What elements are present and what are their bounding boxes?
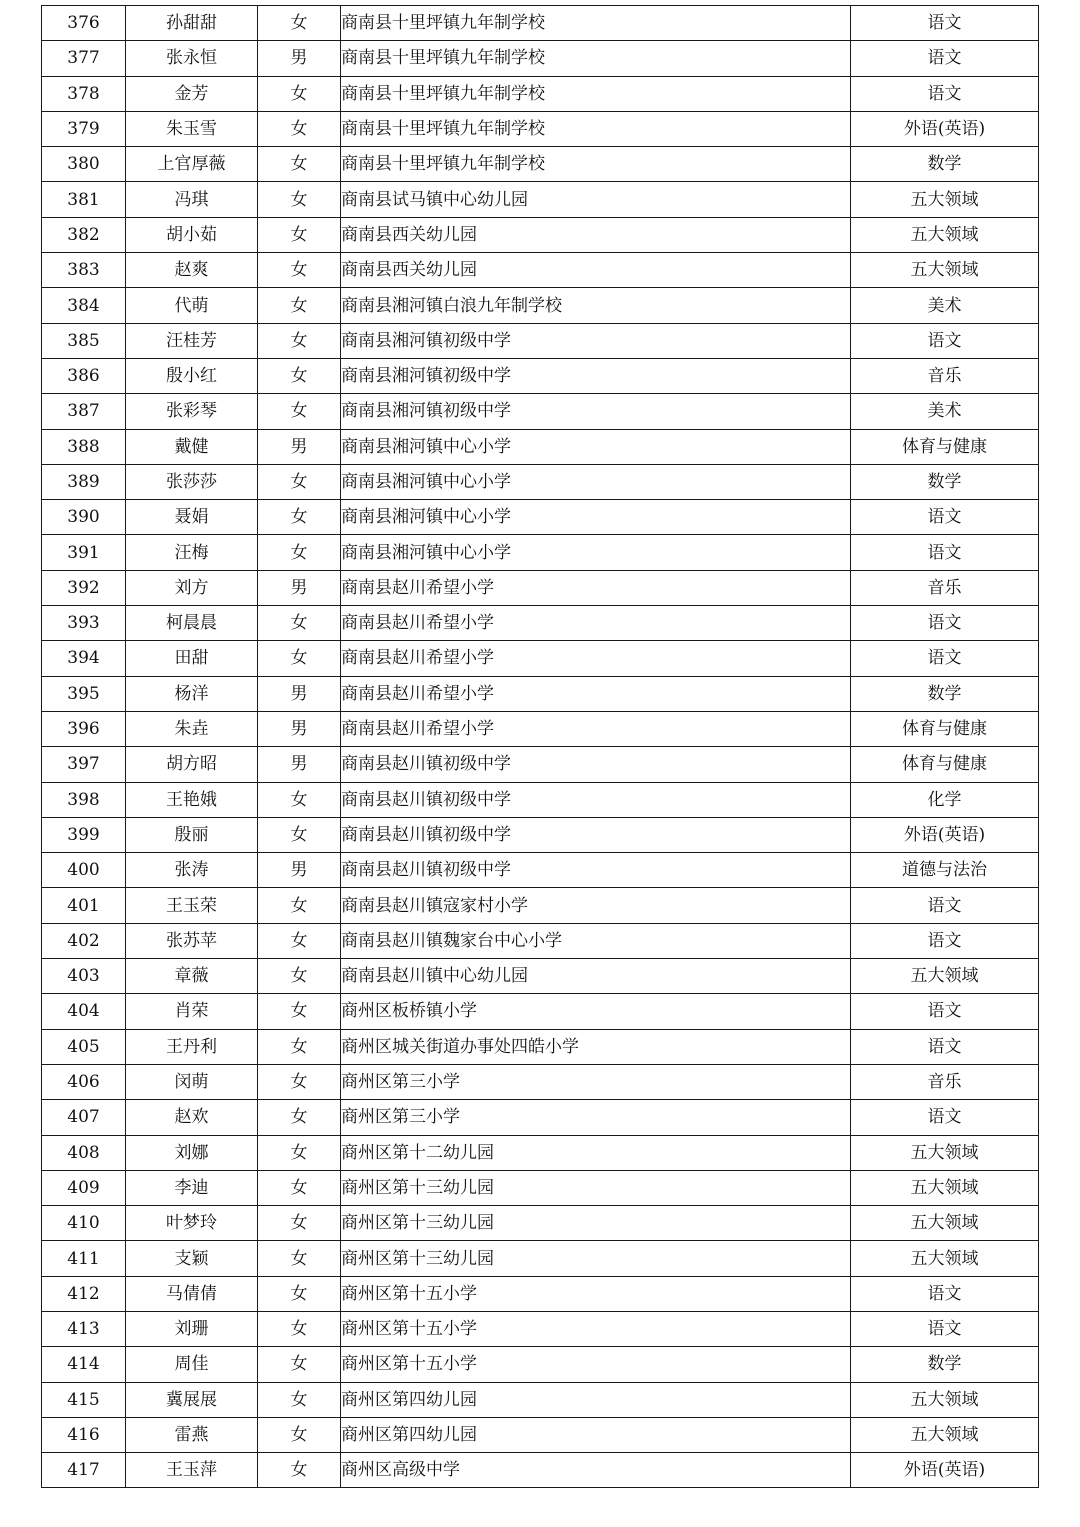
row-number-cell: 378 (42, 76, 126, 111)
row-number-cell: 392 (42, 570, 126, 605)
row-number-cell: 407 (42, 1100, 126, 1135)
school-cell: 商南县十里坪镇九年制学校 (341, 6, 851, 41)
school-cell: 商州区第十三幼儿园 (341, 1206, 851, 1241)
name-cell: 肖荣 (126, 994, 258, 1029)
school-cell: 商南县赵川希望小学 (341, 711, 851, 746)
row-number-cell: 382 (42, 217, 126, 252)
subject-cell: 语文 (851, 1100, 1039, 1135)
table-row (42, 358, 1039, 393)
subject-cell: 五大领域 (851, 959, 1039, 994)
subject-cell: 数学 (851, 464, 1039, 499)
name-cell: 张涛 (126, 853, 258, 888)
table-row (42, 76, 1039, 111)
name-cell: 朱玉雪 (126, 111, 258, 146)
school-cell: 商南县赵川镇初级中学 (341, 782, 851, 817)
school-cell: 商南县赵川镇中心幼儿园 (341, 959, 851, 994)
gender-cell: 女 (258, 1453, 341, 1488)
gender-cell: 女 (258, 641, 341, 676)
row-number-cell: 414 (42, 1347, 126, 1382)
gender-cell: 女 (258, 147, 341, 182)
subject-cell: 体育与健康 (851, 429, 1039, 464)
school-cell: 商州区第三小学 (341, 1064, 851, 1099)
gender-cell: 女 (258, 959, 341, 994)
school-cell: 商南县十里坪镇九年制学校 (341, 111, 851, 146)
school-cell: 商州区城关街道办事处四皓小学 (341, 1029, 851, 1064)
roster-table (41, 5, 1039, 1488)
subject-cell: 化学 (851, 782, 1039, 817)
row-number-cell: 383 (42, 253, 126, 288)
row-number-cell: 413 (42, 1311, 126, 1346)
gender-cell: 女 (258, 1311, 341, 1346)
school-cell: 商州区第三小学 (341, 1100, 851, 1135)
subject-cell: 语文 (851, 923, 1039, 958)
gender-cell: 女 (258, 358, 341, 393)
name-cell: 金芳 (126, 76, 258, 111)
school-cell: 商南县十里坪镇九年制学校 (341, 147, 851, 182)
school-cell: 商南县湘河镇中心小学 (341, 429, 851, 464)
subject-cell: 数学 (851, 147, 1039, 182)
school-cell: 商南县赵川希望小学 (341, 676, 851, 711)
name-cell: 王艳娥 (126, 782, 258, 817)
name-cell: 朱垚 (126, 711, 258, 746)
subject-cell: 五大领域 (851, 217, 1039, 252)
school-cell: 商南县赵川镇初级中学 (341, 853, 851, 888)
table-row (42, 147, 1039, 182)
subject-cell: 语文 (851, 1029, 1039, 1064)
gender-cell: 女 (258, 817, 341, 852)
gender-cell: 女 (258, 111, 341, 146)
school-cell: 商南县赵川希望小学 (341, 606, 851, 641)
gender-cell: 男 (258, 41, 341, 76)
table-row (42, 500, 1039, 535)
school-cell: 商州区第十五小学 (341, 1347, 851, 1382)
gender-cell: 女 (258, 888, 341, 923)
name-cell: 李迪 (126, 1170, 258, 1205)
subject-cell: 五大领域 (851, 182, 1039, 217)
table-row (42, 111, 1039, 146)
school-cell: 商州区第十五小学 (341, 1311, 851, 1346)
name-cell: 王玉萍 (126, 1453, 258, 1488)
subject-cell: 五大领域 (851, 1135, 1039, 1170)
gender-cell: 男 (258, 711, 341, 746)
table-row (42, 1417, 1039, 1452)
school-cell: 商南县赵川镇初级中学 (341, 747, 851, 782)
school-cell: 商南县湘河镇初级中学 (341, 394, 851, 429)
subject-cell: 体育与健康 (851, 711, 1039, 746)
row-number-cell: 417 (42, 1453, 126, 1488)
row-number-cell: 408 (42, 1135, 126, 1170)
name-cell: 代萌 (126, 288, 258, 323)
table-row (42, 747, 1039, 782)
subject-cell: 语文 (851, 535, 1039, 570)
school-cell: 商南县赵川希望小学 (341, 641, 851, 676)
name-cell: 支颖 (126, 1241, 258, 1276)
table-row (42, 1276, 1039, 1311)
name-cell: 周佳 (126, 1347, 258, 1382)
subject-cell: 语文 (851, 76, 1039, 111)
school-cell: 商南县西关幼儿园 (341, 217, 851, 252)
subject-cell: 语文 (851, 6, 1039, 41)
row-number-cell: 390 (42, 500, 126, 535)
table-row (42, 394, 1039, 429)
name-cell: 汪梅 (126, 535, 258, 570)
school-cell: 商州区第十三幼儿园 (341, 1170, 851, 1205)
gender-cell: 女 (258, 1029, 341, 1064)
row-number-cell: 394 (42, 641, 126, 676)
table-row (42, 1135, 1039, 1170)
gender-cell: 女 (258, 1135, 341, 1170)
gender-cell: 男 (258, 747, 341, 782)
name-cell: 胡方昭 (126, 747, 258, 782)
row-number-cell: 405 (42, 1029, 126, 1064)
subject-cell: 语文 (851, 41, 1039, 76)
name-cell: 田甜 (126, 641, 258, 676)
table-row (42, 1064, 1039, 1099)
subject-cell: 五大领域 (851, 1170, 1039, 1205)
name-cell: 上官厚薇 (126, 147, 258, 182)
name-cell: 冀展展 (126, 1382, 258, 1417)
subject-cell: 道德与法治 (851, 853, 1039, 888)
school-cell: 商南县赵川镇魏家台中心小学 (341, 923, 851, 958)
name-cell: 杨洋 (126, 676, 258, 711)
gender-cell: 女 (258, 1170, 341, 1205)
name-cell: 刘方 (126, 570, 258, 605)
table-row (42, 323, 1039, 358)
name-cell: 汪桂芳 (126, 323, 258, 358)
table-row (42, 782, 1039, 817)
table-row (42, 606, 1039, 641)
subject-cell: 五大领域 (851, 1241, 1039, 1276)
school-cell: 商州区第四幼儿园 (341, 1382, 851, 1417)
gender-cell: 女 (258, 1382, 341, 1417)
row-number-cell: 404 (42, 994, 126, 1029)
subject-cell: 数学 (851, 1347, 1039, 1382)
table-row (42, 217, 1039, 252)
name-cell: 冯琪 (126, 182, 258, 217)
table-row (42, 676, 1039, 711)
subject-cell: 语文 (851, 641, 1039, 676)
name-cell: 张永恒 (126, 41, 258, 76)
school-cell: 商州区第四幼儿园 (341, 1417, 851, 1452)
gender-cell: 女 (258, 464, 341, 499)
name-cell: 胡小茹 (126, 217, 258, 252)
row-number-cell: 389 (42, 464, 126, 499)
table-row (42, 570, 1039, 605)
subject-cell: 语文 (851, 1311, 1039, 1346)
table-row (42, 1347, 1039, 1382)
row-number-cell: 416 (42, 1417, 126, 1452)
row-number-cell: 402 (42, 923, 126, 958)
table-row (42, 6, 1039, 41)
name-cell: 殷丽 (126, 817, 258, 852)
row-number-cell: 386 (42, 358, 126, 393)
subject-cell: 音乐 (851, 1064, 1039, 1099)
table-row (42, 1241, 1039, 1276)
name-cell: 张彩琴 (126, 394, 258, 429)
table-row (42, 535, 1039, 570)
subject-cell: 五大领域 (851, 1382, 1039, 1417)
name-cell: 张莎莎 (126, 464, 258, 499)
table-row (42, 1382, 1039, 1417)
gender-cell: 女 (258, 923, 341, 958)
gender-cell: 女 (258, 782, 341, 817)
gender-cell: 女 (258, 1347, 341, 1382)
table-row (42, 817, 1039, 852)
row-number-cell: 393 (42, 606, 126, 641)
name-cell: 王丹利 (126, 1029, 258, 1064)
gender-cell: 女 (258, 1100, 341, 1135)
gender-cell: 女 (258, 1241, 341, 1276)
gender-cell: 女 (258, 253, 341, 288)
school-cell: 商州区第十二幼儿园 (341, 1135, 851, 1170)
gender-cell: 女 (258, 1064, 341, 1099)
table-row (42, 1029, 1039, 1064)
subject-cell: 语文 (851, 606, 1039, 641)
subject-cell: 语文 (851, 500, 1039, 535)
row-number-cell: 391 (42, 535, 126, 570)
row-number-cell: 385 (42, 323, 126, 358)
subject-cell: 语文 (851, 323, 1039, 358)
table-row (42, 429, 1039, 464)
gender-cell: 女 (258, 606, 341, 641)
row-number-cell: 379 (42, 111, 126, 146)
subject-cell: 美术 (851, 288, 1039, 323)
table-row (42, 959, 1039, 994)
name-cell: 马倩倩 (126, 1276, 258, 1311)
table-row (42, 1206, 1039, 1241)
subject-cell: 数学 (851, 676, 1039, 711)
table-row (42, 288, 1039, 323)
row-number-cell: 410 (42, 1206, 126, 1241)
name-cell: 闵萌 (126, 1064, 258, 1099)
gender-cell: 男 (258, 570, 341, 605)
row-number-cell: 397 (42, 747, 126, 782)
school-cell: 商州区第十五小学 (341, 1276, 851, 1311)
row-number-cell: 415 (42, 1382, 126, 1417)
school-cell: 商南县湘河镇初级中学 (341, 358, 851, 393)
name-cell: 王玉荣 (126, 888, 258, 923)
name-cell: 赵欢 (126, 1100, 258, 1135)
table-row (42, 182, 1039, 217)
row-number-cell: 401 (42, 888, 126, 923)
row-number-cell: 412 (42, 1276, 126, 1311)
table-row (42, 41, 1039, 76)
row-number-cell: 387 (42, 394, 126, 429)
school-cell: 商南县赵川镇初级中学 (341, 817, 851, 852)
row-number-cell: 398 (42, 782, 126, 817)
subject-cell: 音乐 (851, 570, 1039, 605)
row-number-cell: 384 (42, 288, 126, 323)
name-cell: 柯晨晨 (126, 606, 258, 641)
subject-cell: 外语(英语) (851, 817, 1039, 852)
school-cell: 商南县试马镇中心幼儿园 (341, 182, 851, 217)
subject-cell: 五大领域 (851, 253, 1039, 288)
name-cell: 张苏苹 (126, 923, 258, 958)
gender-cell: 男 (258, 429, 341, 464)
row-number-cell: 380 (42, 147, 126, 182)
row-number-cell: 406 (42, 1064, 126, 1099)
school-cell: 商南县湘河镇中心小学 (341, 535, 851, 570)
school-cell: 商州区板桥镇小学 (341, 994, 851, 1029)
school-cell: 商南县十里坪镇九年制学校 (341, 41, 851, 76)
row-number-cell: 388 (42, 429, 126, 464)
name-cell: 刘珊 (126, 1311, 258, 1346)
row-number-cell: 400 (42, 853, 126, 888)
subject-cell: 五大领域 (851, 1417, 1039, 1452)
gender-cell: 女 (258, 500, 341, 535)
school-cell: 商南县西关幼儿园 (341, 253, 851, 288)
name-cell: 雷燕 (126, 1417, 258, 1452)
gender-cell: 女 (258, 1276, 341, 1311)
subject-cell: 美术 (851, 394, 1039, 429)
row-number-cell: 396 (42, 711, 126, 746)
school-cell: 商州区第十三幼儿园 (341, 1241, 851, 1276)
school-cell: 商南县湘河镇中心小学 (341, 500, 851, 535)
gender-cell: 男 (258, 676, 341, 711)
table-row (42, 641, 1039, 676)
subject-cell: 语文 (851, 888, 1039, 923)
gender-cell: 女 (258, 288, 341, 323)
school-cell: 商南县湘河镇白浪九年制学校 (341, 288, 851, 323)
gender-cell: 女 (258, 6, 341, 41)
subject-cell: 体育与健康 (851, 747, 1039, 782)
row-number-cell: 377 (42, 41, 126, 76)
gender-cell: 女 (258, 994, 341, 1029)
school-cell: 商南县湘河镇中心小学 (341, 464, 851, 499)
name-cell: 殷小红 (126, 358, 258, 393)
subject-cell: 语文 (851, 994, 1039, 1029)
row-number-cell: 399 (42, 817, 126, 852)
gender-cell: 女 (258, 1417, 341, 1452)
table-row (42, 994, 1039, 1029)
table-row (42, 253, 1039, 288)
row-number-cell: 409 (42, 1170, 126, 1205)
gender-cell: 女 (258, 217, 341, 252)
table-row (42, 1311, 1039, 1346)
name-cell: 戴健 (126, 429, 258, 464)
gender-cell: 女 (258, 394, 341, 429)
name-cell: 赵爽 (126, 253, 258, 288)
school-cell: 商南县湘河镇初级中学 (341, 323, 851, 358)
school-cell: 商南县十里坪镇九年制学校 (341, 76, 851, 111)
name-cell: 聂娟 (126, 500, 258, 535)
table-row (42, 923, 1039, 958)
row-number-cell: 411 (42, 1241, 126, 1276)
gender-cell: 男 (258, 853, 341, 888)
name-cell: 叶梦玲 (126, 1206, 258, 1241)
row-number-cell: 403 (42, 959, 126, 994)
table-row (42, 1100, 1039, 1135)
roster-table-body (42, 6, 1039, 1488)
name-cell: 孙甜甜 (126, 6, 258, 41)
subject-cell: 音乐 (851, 358, 1039, 393)
school-cell: 商州区高级中学 (341, 1453, 851, 1488)
name-cell: 章薇 (126, 959, 258, 994)
table-row (42, 1453, 1039, 1488)
name-cell: 刘娜 (126, 1135, 258, 1170)
gender-cell: 女 (258, 76, 341, 111)
table-row (42, 711, 1039, 746)
table-row (42, 1170, 1039, 1205)
table-row (42, 853, 1039, 888)
school-cell: 商南县赵川希望小学 (341, 570, 851, 605)
row-number-cell: 376 (42, 6, 126, 41)
gender-cell: 女 (258, 535, 341, 570)
table-row (42, 464, 1039, 499)
subject-cell: 外语(英语) (851, 1453, 1039, 1488)
school-cell: 商南县赵川镇寇家村小学 (341, 888, 851, 923)
table-row (42, 888, 1039, 923)
subject-cell: 五大领域 (851, 1206, 1039, 1241)
gender-cell: 女 (258, 323, 341, 358)
subject-cell: 语文 (851, 1276, 1039, 1311)
subject-cell: 外语(英语) (851, 111, 1039, 146)
gender-cell: 女 (258, 1206, 341, 1241)
gender-cell: 女 (258, 182, 341, 217)
row-number-cell: 395 (42, 676, 126, 711)
row-number-cell: 381 (42, 182, 126, 217)
